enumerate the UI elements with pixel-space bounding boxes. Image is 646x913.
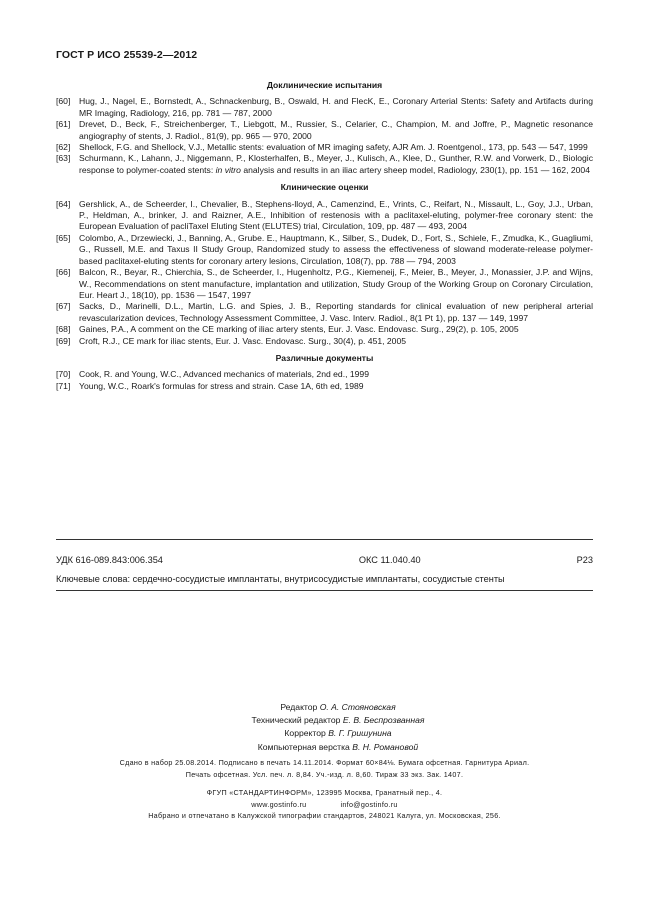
reference-number: [63] xyxy=(56,153,71,164)
reference-item xyxy=(56,153,593,176)
credit-editor xyxy=(0,701,646,714)
reference-number: [60] xyxy=(56,96,71,107)
publisher-address: ФГУП «СТАНДАРТИНФОРМ», 123995 Москва, Гранатный пер., 4. xyxy=(206,788,443,797)
reference-text: Drevet, D., Beck, F., Streichenberger, T., Liebgott, M., Russier, S., Celarier, C., Champion, M. and Joffre, P., Magnetic resonance angiography of stents, J. Radiol., 81(9), pp. 965 — 970, 2000 xyxy=(79,119,593,141)
publisher-email[interactable]: info@gostinfo.ru xyxy=(340,799,398,809)
section-title-preclinical: Доклинические испытания xyxy=(266,80,383,90)
reference-item xyxy=(56,233,593,267)
credit-role: Технический редактор xyxy=(251,715,341,726)
reference-item xyxy=(56,142,593,153)
reference-item xyxy=(56,301,593,324)
reference-number: [69] xyxy=(56,335,71,346)
reference-item xyxy=(56,267,593,301)
divider-bottom xyxy=(56,590,593,591)
reference-number: [70] xyxy=(56,369,71,380)
credit-name: В. Н. Романовой xyxy=(352,741,419,752)
reference-number: [65] xyxy=(56,232,71,243)
reference-text: Colombo, A., Drzewiecki, J., Banning, A., Grube. E., Hauptmann, K., Silber, S., Dudek, D., Fort, S., Schiele, F., Zmudka, K., Guagliumi, G., Russell, M.E. and Taxus II Study Group, Randomized study to assess the effectiveness of slowand moderate-release polymer-based paclitaxel-eluting stents for coronary artery lesions, Circulation, 108(7), pp. 788 — 794, 2003 xyxy=(79,232,593,266)
reference-item xyxy=(56,381,593,392)
section-title-misc: Различные документы xyxy=(275,352,374,363)
reference-list-misc xyxy=(56,369,593,392)
keywords: Ключевые слова: сердечно-сосудистые имплантаты, внутрисосудистые имплантаты, сосудистые стенты xyxy=(56,574,505,584)
reference-text-italic: in vitro xyxy=(215,164,241,175)
reference-item xyxy=(56,96,593,119)
reference-item xyxy=(56,199,593,233)
publisher-website[interactable]: www.gostinfo.ru xyxy=(251,799,307,809)
reference-text: Gershlick, A., de Scheerder, I., Chevalier, B., Stephens-lloyd, A., Camenzind, E., Vrints, C., Reifart, N., Missault, L., Goy, J.J., Urban, P., Heldman, A., brinker, J. and Raizner, A.E., Inhibition of restenosis with a paclitaxel-eluting, polymer-free coronary stent: the European Evaluation of pacliTaxel Eluting Stent (ELUTES) trial, Circulation, 109, pp. 487 — 493, 2004 xyxy=(79,198,593,232)
section-title-clinical: Клинические оценки xyxy=(280,182,369,193)
reference-text: Cook, R. and Young, W.C., Advanced mechanics of materials, 2nd ed., 1999 xyxy=(79,369,369,380)
credits-block xyxy=(0,701,646,754)
reference-number: [62] xyxy=(56,142,71,153)
divider-top xyxy=(56,539,593,540)
printer-address: Набрано и отпечатано в Калужской типографии стандартов, 248021 Калуга, ул. Московская, 256. xyxy=(148,811,501,821)
reference-item xyxy=(56,369,593,380)
oks-code: ОКС 11.040.40 xyxy=(358,555,421,565)
print-info-line: Печать офсетная. Усл. печ. л. 8,84. Уч.-изд. л. 8,60. Тираж 33 экз. Зак. 1407. xyxy=(185,769,464,779)
credit-name: Е. В. Беспрозванная xyxy=(342,715,425,726)
reference-item xyxy=(56,336,593,347)
print-info xyxy=(56,757,593,780)
udk-code: УДК 616-089.843:006.354 xyxy=(56,555,163,565)
group-code: Р23 xyxy=(576,555,593,565)
reference-text: Gaines, P.A., A comment on the CE marking of iliac artery stents, Eur. J. Vasc. Endovasc. Surg., 29(2), p. 105, 2005 xyxy=(79,324,519,335)
reference-text-before: Schurmann, K., Lahann, J., Niggemann, P., Klosterhalfen, B., Meyer, J., Kulisch, A., Klee, D., Gunther, R.W. and Vorwerk, D., Biologic response to polymer-coated stents: xyxy=(79,153,593,175)
reference-text: Hug, J., Nagel, E., Bornstedt, A., Schnackenburg, B., Oswald, H. and FlecK, E., Coronary Arterial Stents: Safety and Artifacts during MR Imaging, Radiology, 216, pp. 781 — 787, 2000 xyxy=(79,96,593,118)
credit-name: В. Г. Гришунина xyxy=(328,728,392,739)
reference-text-after: analysis and results in an iliac artery sheep model, Radiology, 230(1), pp. 151 — 162, 2004 xyxy=(240,164,590,175)
reference-text xyxy=(79,153,593,176)
standard-id-header: ГОСТ Р ИСО 25539-2—2012 xyxy=(56,49,198,61)
reference-item xyxy=(56,324,593,335)
publisher-info xyxy=(56,787,593,822)
bibliography-content xyxy=(56,80,593,398)
reference-number: [67] xyxy=(56,301,71,312)
reference-number: [71] xyxy=(56,380,71,391)
reference-item xyxy=(56,119,593,142)
reference-text: Sacks, D., Marinelli, D.L., Martin, L.G. and Spies, J. B., Reporting standards for clinical evaluation of new peripheral arterial revascularization devices, Technology Assessment Committee, J. Vasc. Interv. Radiol., 8(1 Pt 1), pp. 137 — 149, 1997 xyxy=(79,301,593,323)
reference-text: Croft, R.J., CE mark for iliac stents, Eur. J. Vasc. Endovasc. Surg., 30(4), p. 451, 2005 xyxy=(79,335,407,346)
credit-role: Редактор xyxy=(280,702,318,712)
credit-role: Корректор xyxy=(284,728,326,739)
credit-role: Компьютерная верстка xyxy=(257,741,350,752)
print-info-line: Сдано в набор 25.08.2014. Подписано в печать 14.11.2014. Формат 60×84⅛. Бумага офсетная. Гарнитура Ариал. xyxy=(119,758,530,767)
publisher-contacts xyxy=(56,799,593,811)
reference-number: [61] xyxy=(56,119,71,130)
credit-tech-editor xyxy=(0,714,646,727)
reference-list-preclinical xyxy=(56,96,593,176)
reference-text: Shellock, F.G. and Shellock, V.J., Metallic stents: evaluation of MR imaging safety, AJR Am. J. Roentgenol., 173, pp. 543 — 547, 1999 xyxy=(79,142,588,153)
reference-number: [66] xyxy=(56,267,71,278)
credit-name: О. А. Стояновская xyxy=(319,702,396,712)
classification-row xyxy=(56,555,593,565)
reference-text: Young, W.C., Roark's formulas for stress and strain. Case 1A, 6th ed, 1989 xyxy=(79,380,364,391)
credit-proofreader xyxy=(0,727,646,740)
reference-number: [64] xyxy=(56,198,71,209)
reference-text: Balcon, R., Beyar, R., Chierchia, S., de Scheerder, I., Hugenholtz, P.G., Kiemeneij, F., Meier, B., Meyer, J., Monassier, J.P. and Wijns, W., Recommendations on stent manufacture, implantation and utilization, Study Group of the Working Group on Coronary Circulation, Eur. Heart J., 18(10), pp. 1536 — 1547, 1997 xyxy=(79,267,593,300)
credit-layout xyxy=(0,741,646,754)
reference-list-clinical xyxy=(56,199,593,347)
reference-number: [68] xyxy=(56,324,71,335)
